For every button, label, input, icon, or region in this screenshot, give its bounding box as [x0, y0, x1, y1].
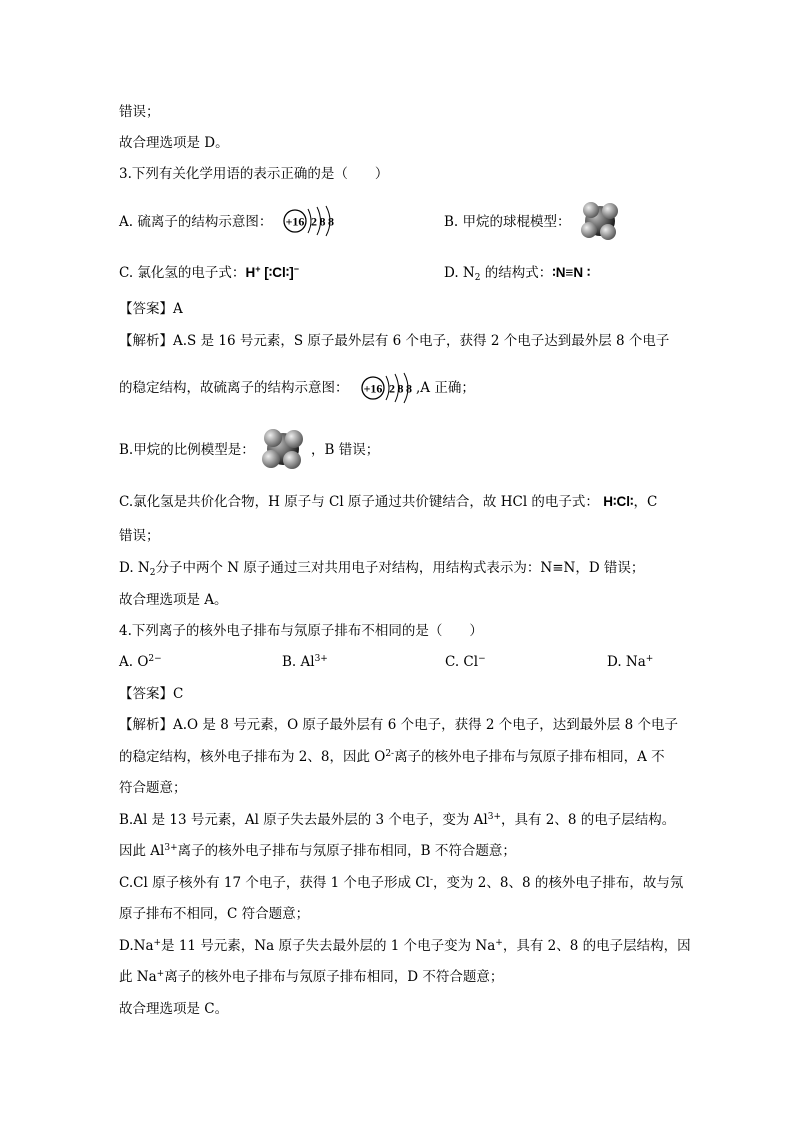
hcl-ionic-formula: H+ [∶Cl∶]− [245, 264, 300, 280]
explanation-d: D. $N_2$分子中两个 N 原子通过三对共用电子对结构，用结构式表示为：N≡N，D 错误； [119, 560, 645, 578]
explanation-c-line-1: C.氯化氢是共价化合物，H 原子与 Cl 原子通过共价键结合，故 HCl 的电子式： H∶Cl∶，C [119, 494, 658, 510]
hcl-covalent-formula: H∶Cl∶ [603, 494, 634, 509]
n2-structural-formula: ∶N≡N ∶ [552, 265, 591, 280]
option-c [119, 264, 299, 282]
explanation4-a-line-3: 符合题意； [119, 780, 187, 796]
option-b-label: B. 甲烷的球棍模型： [444, 214, 571, 230]
option-b [444, 213, 571, 231]
svg-text:8: 8 [397, 381, 404, 396]
text-line: 故合理选项是 D。 [119, 135, 229, 151]
sulfide-ion-structure-diagram [281, 204, 339, 238]
text-line: 错误； [119, 104, 160, 120]
explanation4-d-line-2: 此 Na+离子的核外电子排布与氖原子排布相同，D 不符合题意； [119, 969, 504, 985]
svg-text:2: 2 [389, 381, 395, 396]
explanation-b: B.甲烷的比例模型是： [119, 442, 255, 458]
methane-space-filling-model [577, 198, 623, 244]
answer-4: 【答案】C [119, 686, 184, 702]
explanation-a-line-1: 【解析】A.S 是 16 号元素，S 原子最外层有 6 个电子，获得 2 个电子达到最外层 8 个电子 [119, 333, 670, 349]
explanation4-b-line-1: B.Al 是 13 号元素，Al 原子失去最外层的 3 个电子，变为 $Al^{3+}$，具有 2、8 的电子层结构。 [119, 812, 676, 828]
q4-option-b: B. $Al^{3+}$ [282, 654, 328, 670]
question-4: 4.下列离子的核外电子排布与氖原子排布不相同的是（ ） [119, 623, 483, 639]
explanation4-a-line-1: 【解析】A.O 是 8 号元素，O 原子最外层有 6 个电子，获得 2 个电子，达到最外层 8 个电子 [119, 717, 678, 733]
option-c-label: C. 氯化氢的电子式： [119, 265, 246, 281]
q4-option-d: D. Na+ [607, 654, 654, 670]
q4-option-a: A. $O^{2-}$ [119, 654, 162, 670]
option-a-label: A. 硫离子的结构示意图： [119, 214, 273, 230]
nucleus-charge: +16 [285, 214, 305, 229]
explanation-c-line-2: 错误； [119, 528, 160, 544]
shell-2-count: 8 [319, 214, 326, 229]
methane-space-filling-model [258, 425, 308, 473]
explanation-b-verdict: ，B 错误； [311, 442, 380, 458]
q4-option-c: C. Cl− [445, 654, 486, 670]
shell-3-count: 8 [328, 214, 334, 229]
shell-1-count: 2 [311, 214, 317, 229]
explanation-a-line-2: 的稳定结构，故硫离子的结构示意图： [119, 380, 349, 396]
explanation4-b-line-2: 因此 $Al^{3+}$离子的核外电子排布与氖原子排布相同，B 不符合题意； [119, 843, 516, 859]
explanation4-c-line-1: C.Cl 原子核外有 17 个电子，获得 1 个电子形成 Cl-，变为 2、8、8 的核外电子排布，故与氖 [119, 875, 684, 891]
explanation4-c-line-2: 原子排布不相同，C 符合题意； [119, 906, 310, 922]
sulfide-ion-structure-diagram [359, 371, 417, 405]
conclusion-3: 故合理选项是 A。 [119, 592, 228, 608]
explanation-a-verdict: ,A 正确； [416, 380, 475, 396]
question-3: 3.下列有关化学用语的表示正确的是（ ） [119, 166, 389, 182]
explanation4-a-line-2: 的稳定结构，核外电子排布为 2、8，因此 $O^{2-}$离子的核外电子排布与氖原子排布相同，A 不 [119, 749, 665, 765]
svg-text:8: 8 [406, 381, 412, 396]
option-a [119, 213, 272, 231]
conclusion-4: 故合理选项是 C。 [119, 1001, 229, 1017]
svg-text:+16: +16 [363, 381, 383, 396]
answer-3: 【答案】A [119, 301, 183, 317]
option-d: D. $N_2$ 的结构式：∶N≡N ∶ [444, 265, 591, 283]
explanation4-d-line-1: D.Na+是 11 号元素，Na 原子失去最外层的 1 个电子变为 Na+，具有 2、8 的电子层结构，因 [119, 938, 691, 954]
